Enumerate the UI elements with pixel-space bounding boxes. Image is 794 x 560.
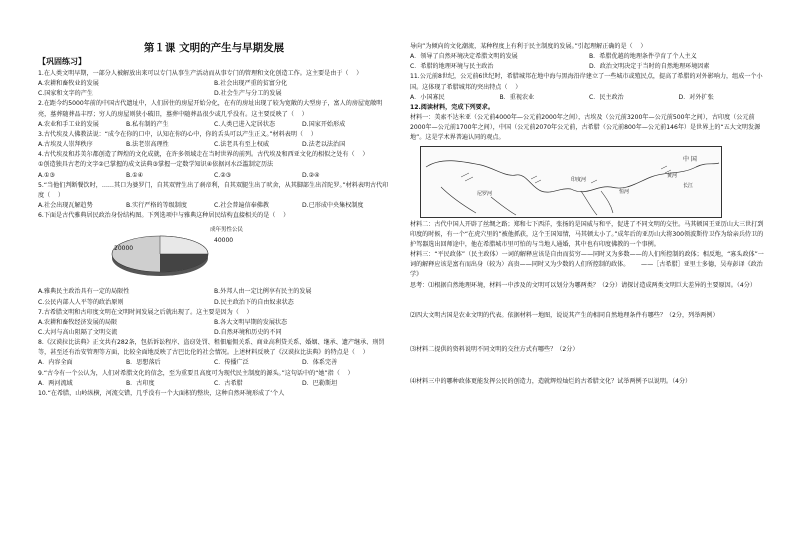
map-coastline-east (571, 163, 719, 192)
question-2: 2.在距今约5000年前的中国古代遗址中，人们居住的房屋开始分化，在有的房址出现了较为宽敞的大型房子，富人的房屋宽敞明亮，墓葬随葬品丰厚；穷人的房屋则狭小破旧，墓葬中随葬品很少或几乎没有。这主要反映了（ ） (38, 100, 383, 118)
q6-options-2 (38, 298, 390, 308)
q6-option-b: B.外邦人由一定比例享有民主的发展 (214, 288, 312, 296)
q8-option-a: A．内容全面 (38, 359, 73, 367)
q7-option-a: A.农耕和畜牧经济发展的局限 (38, 318, 118, 326)
pie-slice-hatched (160, 236, 208, 254)
q9-option-b: B．古印度 (126, 379, 155, 387)
q7-options-2 (38, 328, 390, 338)
q10-option-d: D．政治文明决定于当时的自然地理环境因素 (589, 63, 710, 71)
q4-option-a: A.①③ (38, 171, 55, 179)
think-question-1: 思考：⑴根据自然地理环境，材料一中涉及的文明可以划分为哪两类？（2分）请探讨造成两类文明巨大差异的主要原因。（4分） (410, 281, 756, 289)
material-3: 材料三：“平民政体”（民主政体）一词的解释应该是自由而贫穷——同时又为多数——的人们所控制的政体；相反地，“寡头政体”一词的解释应该是富有而出身（较为）高贵——同时又为少数的人们所控制的政体。 ——［古希腊］亚里士多德，吴寿彭译《政治学》 (410, 251, 764, 279)
right-column (410, 42, 768, 387)
q5-option-a: A.社会出现瓦解趋势 (38, 202, 93, 210)
q10-options-1 (410, 52, 768, 62)
map-label-indus: 印度河 (571, 176, 587, 183)
map-label-china: 中 国 (683, 155, 697, 163)
q10-option-a: A．领导了自然环境决定希腊文明的发展 (410, 53, 518, 61)
q7-option-d: D.自然环境和历史的不同 (214, 328, 282, 336)
q11-option-b: B．重视农业 (499, 93, 535, 101)
q8-option-c: C．传播广泛 (214, 359, 249, 367)
q9-option-d: D．巴勒斯坦 (302, 379, 338, 387)
q6-option-a: A.雅典民主政治具有一定的局限性 (38, 288, 130, 296)
q9-option-a: A．两河流域 (38, 379, 73, 387)
q11-option-d: D．对外扩张 (678, 93, 714, 101)
q9-option-c: C．古希腊 (214, 379, 243, 387)
map-hatched-regions (461, 166, 671, 183)
answer-space-3 (410, 355, 768, 377)
q1-option-c: C.国家和文字的产生 (38, 90, 93, 98)
q4-option-c: C.②③ (214, 171, 232, 179)
q10-option-b: B．希腊优越的地理条件孕育了个人主义 (589, 53, 697, 61)
question-4-items: ①创造独具古老的文字②已掌握的成文法典③掌握一定数学知识④依据河水泛滥制定历法 (38, 161, 274, 169)
q4-option-b: B.①④ (126, 171, 144, 179)
think-question-3: ⑶材料二提供的资料说明不同文明的交往方式有哪些？（2分） (410, 345, 579, 353)
q8-option-b: B．思想落后 (126, 359, 161, 367)
q1-option-d: D.社会生产与分工的发展 (214, 90, 282, 98)
think-question-2: ⑵四大文明古国是农业文明的代表。依据材料一地图，说说其产生的相同自然地理条件有哪些？（2分，列举两例） (410, 311, 719, 319)
q3-option-c: C.法老具有至上权威 (214, 141, 269, 149)
answer-space-2 (410, 321, 768, 345)
question-12-heading: 12.阅读材料，完成下列要求。 (410, 103, 494, 111)
answer-space-1 (410, 291, 768, 311)
q2-option-c: C.人类已进入定居状态 (214, 120, 276, 128)
q5-option-d: D.已形成中央集权制度 (302, 202, 364, 210)
citizen-structure-chart (98, 222, 390, 286)
left-column (38, 56, 390, 399)
q8-options (38, 358, 390, 368)
map-label-yangtze: 长江 (683, 182, 694, 189)
question-10-continued: 导向”为倾向的文化潮流，某种程度上有利于民主制度的发展。”引起理解正确的是（ ） (410, 43, 647, 50)
pie-legend: 成年男性公民 (210, 227, 244, 234)
q2-option-a: A.农业和手工业的发展 (38, 120, 99, 128)
q11-option-c: C．民主政治 (589, 93, 624, 101)
pie-chart-svg (98, 222, 248, 286)
q6-options-1 (38, 287, 390, 297)
q4-option-d: D.②④ (302, 171, 320, 179)
pie-label-2: 40000 (214, 237, 234, 245)
q7-options-1 (38, 318, 390, 328)
q6-option-d: D.民主政治下的自由奴隶状态 (214, 298, 294, 306)
q1-options (38, 79, 390, 89)
q4-options (38, 171, 390, 181)
q2-option-d: D.国家开始形成 (302, 120, 346, 128)
map-svg (421, 147, 721, 217)
think-question-4: ⑷材料三中的哪种政体更能发挥公民的创造力，造就辉煌灿烂的古希腊文化？试举两例予以说明。（4分） (410, 377, 692, 385)
q11-option-a: A．小国寡民 (410, 93, 445, 101)
ancient-civilizations-map (420, 146, 722, 218)
material-2: 材料二：古代中国人开辟了丝绸之路；郑和七下西洋，张扬的是国威与和平，促进了不同文明的交往。马其顿国王亚历山大三世打到印度的时候，有一个“在虎穴里的”被他抓获，这个王国知情，马其顿太小了。”成年后的亚历山大将300领波斯侍卫作为给亲兵侍卫的护驾器选出回师途中，他在希腊城市里可怕的与当地人通婚，其中也有印度佛教的一个事例。 (410, 220, 764, 248)
q7-option-c: C.大河与高山阻隔了文明交流 (38, 328, 118, 336)
map-label-yellow-river: 黄河 (667, 172, 678, 179)
question-4: 4.古代埃及和苏美尔都创造了辉煌的文化成就，在许多领域走在当时世界的前列。古代埃及和西亚文化的相似之处有（ ） (38, 151, 369, 159)
q5-option-b: B.实行严格的等级制度 (126, 202, 187, 210)
page-title: 第１课 文明的产生与早期发展 (143, 42, 285, 54)
material-1: 材料一：美索不达米亚（公元前4000年—公元前2000年之间），古埃及（公元前3200年—公元前500年之间），古印度（公元前2000年—公元前1700年之间），中国（公元前2070年公元前，古希腊（公元前800年—公元前146年）是世界上的“五大文明发源地”。这是学术界普遍认同的观点。 (410, 114, 761, 142)
q3-option-b: B.法老崇高理性 (126, 141, 169, 149)
q5-options (38, 201, 390, 211)
question-10: 10.“在希腊，山岭纵横，河流交错，几乎没有一个大面积的整块，这种自然环境形成了‘个人 (38, 389, 285, 397)
q11-options (410, 93, 768, 103)
question-1: 1.在人类文明早期，一部分人被解放出来可以专门从事生产活动而从事专门的管理和文化创造工作。这主要是由于（ ） (38, 70, 363, 77)
q9-options (38, 379, 390, 389)
question-9: 9.“古今有一个公认为，人们对希腊文化的信念，至为重要且高度可为现代民主制度的源头。”这句话中的“她”指（ ） (38, 369, 354, 377)
map-label-nile: 尼罗河 (477, 190, 493, 197)
pie-slice-dark (160, 254, 208, 272)
question-11: 11.公元前8世纪，公元前6世纪时，希腊城邦在地中海与黑海沿岸建立了一些城市或殖民点，提高了希腊的对外影响力，组成一个小国。这体现了希腊城邦的突出特点（ ） (410, 73, 763, 91)
q2-options (38, 120, 390, 130)
section-heading: 【巩固练习】 (38, 57, 86, 66)
q5-option-c: C.社会普遍信奉佛教 (214, 202, 269, 210)
q1-option-a: A.农耕和畜牧业的发展 (38, 80, 99, 88)
q2-option-b: B.私有制的产生 (126, 120, 169, 128)
question-5: 5.“当他们判断餐饮时，……其口为婆罗门，自其双臂生出了刹帝利，自其双腿生出了吠舍，从其脚部生出首陀罗。”材料表明古代印度（ ） (38, 181, 389, 199)
q1-option-b: B.社会出现严重的贫富分化 (214, 80, 288, 88)
q10-options-2 (410, 62, 768, 72)
question-7: 7.古希腊文明和古印度文明在文明时间发展之后就出现了。这主要是因为（ ） (38, 308, 253, 316)
pie-label-1: 20000 (114, 245, 134, 253)
map-coastline-west (426, 160, 571, 191)
q8-option-d: D．体系完善 (302, 359, 338, 367)
question-3: 3.古代埃及人佛教法说：“成令在你的口中，认知在你的心中，你的舌头可以产生正义。”材料表明（ ） (38, 130, 317, 138)
q6-option-c: C.公民内部人人平等的政治原则 (38, 298, 124, 306)
map-label-ganges: 恒河 (619, 188, 630, 195)
q3-options (38, 140, 390, 150)
q1-options-2 (38, 89, 390, 99)
q10-option-c: C．希腊的地理环境与民主政治 (410, 63, 494, 71)
map-india (581, 191, 613, 215)
q3-option-d: D.法老以法治国 (302, 141, 346, 149)
q3-option-a: A.古埃及人崇拜秩序 (38, 141, 93, 149)
q7-option-b: B.各大文明早期的发展状态 (214, 318, 288, 326)
question-8: 8.《汉谟拉比法典》正文共有282条，包括诉讼程序、盗窃处罚、租佃雇佣关系、商业高利贷关系、婚姻、继承、遗产继承、刑罚等，甚至还有治安管理等方面，比较全面地反映了古巴比伦的社会情况。上述材料反映了《汉谟拉比法典》的特点是（ ） (38, 339, 385, 357)
question-6: 6.下面是古代雅典居民政治身份结构图。下列选项中与雅典这种居民结构直接相关的是（ ） (38, 212, 290, 220)
